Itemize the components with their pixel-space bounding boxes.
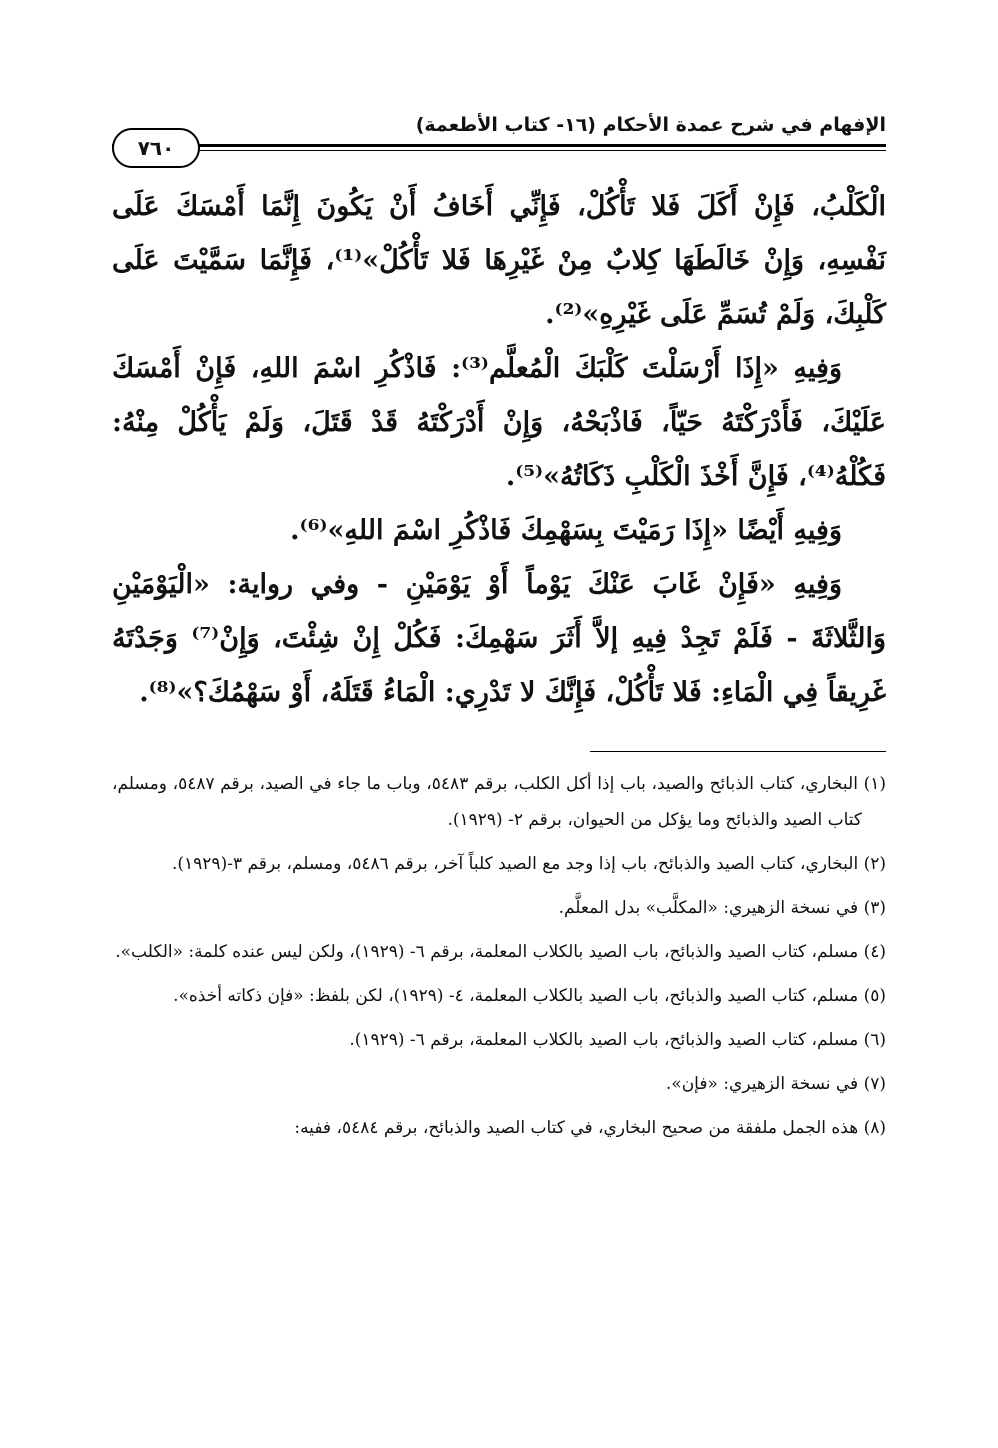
paragraph-4: وَفِيهِ «فَإِنْ غَابَ عَنْكَ يَوْماً أَوْ يَوْمَيْنِ - وفي رواية: «الْيَوْمَيْنِ وَالثَّلاثَةَ - فَلَمْ تَجِدْ فِيهِ إلاَّ أَثَرَ سَهْمِكَ: فَكُلْ إِنْ شِئْتَ، وَإِنْ⁽⁷⁾ وَجَدْتَهُ غَرِيقاً فِي الْمَاءِ: فَلا تَأْكُلْ، فَإِنَّكَ لا تَدْرِي: الْمَاءُ قَتَلَهُ، أَوْ سَهْمُكَ؟»⁽⁸⁾. xyxy=(112,569,886,708)
footnote-6: (٦) مسلم، كتاب الصيد والذبائح، باب الصيد بالكلاب المعلمة، برقم ٦- (١٩٢٩). xyxy=(349,1030,886,1050)
paragraph-2: وَفِيهِ «إِذَا أَرْسَلْتَ كَلْبَكَ الْمُعلَّم⁽³⁾: فَاذْكُرِ اسْمَ اللهِ، فَإِنْ أَمْسَكَ عَلَيْكَ، فَأَدْرَكْتَهُ حَيّاً، فَاذْبَحْهُ، وَإِنْ أَدْرَكْتَهُ قَدْ قَتَلَ، وَلَمْ يَأْكُلْ مِنْهُ: فَكُلْهُ⁽⁴⁾، فَإِنَّ أَخْذَ الْكَلْبِ ذَكَاتُهُ»⁽⁵⁾. xyxy=(112,353,886,492)
footnote-3: (٣) في نسخة الزهيري: «المكلَّب» بدل المعلَّم. xyxy=(558,898,886,918)
paragraph-3: وَفِيهِ أَيْضًا «إِذَا رَمَيْتَ بِسَهْمِكَ فَاذْكُرِ اسْمَ اللهِ»⁽⁶⁾. xyxy=(290,515,842,546)
running-title: الإفهام في شرح عمدة الأحكام (١٦- كتاب الأطعمة) xyxy=(415,114,886,136)
header-rule-thin xyxy=(112,150,886,151)
header-rule-thick xyxy=(112,144,886,147)
footnote-1: (١) البخاري، كتاب الذبائح والصيد، باب إذا أكل الكلب، برقم ٥٤٨٣، وباب ما جاء في الصيد، برقم ٥٤٨٧، ومسلم، كتاب الصيد والذبائح وما يؤكل من الحيوان، برقم ٢- (١٩٢٩). xyxy=(112,774,886,830)
page-header xyxy=(112,110,886,172)
footnote-8: (٨) هذه الجمل ملفقة من صحيح البخاري، في كتاب الصيد والذبائح، برقم ٥٤٨٤، ففيه: xyxy=(294,1118,886,1138)
footnote-2: (٢) البخاري، كتاب الصيد والذبائح، باب إذا وجد مع الصيد كلباً آخر، برقم ٥٤٨٦، ومسلم، برقم ٣-(١٩٢٩). xyxy=(171,854,886,874)
main-text xyxy=(112,180,886,720)
footnote-4: (٤) مسلم، كتاب الصيد والذبائح، باب الصيد بالكلاب المعلمة، برقم ٦- (١٩٢٩)، ولكن ليس عنده كلمة: «الكلب». xyxy=(115,942,886,962)
page-number-badge: ٧٦٠ xyxy=(112,128,200,168)
paragraph-1: الْكَلْبُ، فَإِنْ أَكَلَ فَلا تَأْكُلْ، فَإِنِّي أَخَافُ أَنْ يَكُونَ إِنَّمَا أَمْسَكَ عَلَى نَفْسِهِ، وَإِنْ خَالَطَهَا كِلابٌ مِنْ غَيْرِهَا فَلا تَأْكُلْ»⁽¹⁾، فَإِنَّمَا سَمَّيْتَ عَلَى كَلْبِكَ، وَلَمْ تُسَمِّ عَلَى غَيْرِهِ»⁽²⁾. xyxy=(112,191,887,330)
footnote-separator xyxy=(590,751,886,752)
footnotes xyxy=(112,766,886,1154)
footnote-5: (٥) مسلم، كتاب الصيد والذبائح، باب الصيد بالكلاب المعلمة، ٤- (١٩٢٩)، لكن بلفظ: «فإن ذكاته أخذه». xyxy=(173,986,886,1006)
footnote-7: (٧) في نسخة الزهيري: «فإن». xyxy=(665,1074,886,1094)
